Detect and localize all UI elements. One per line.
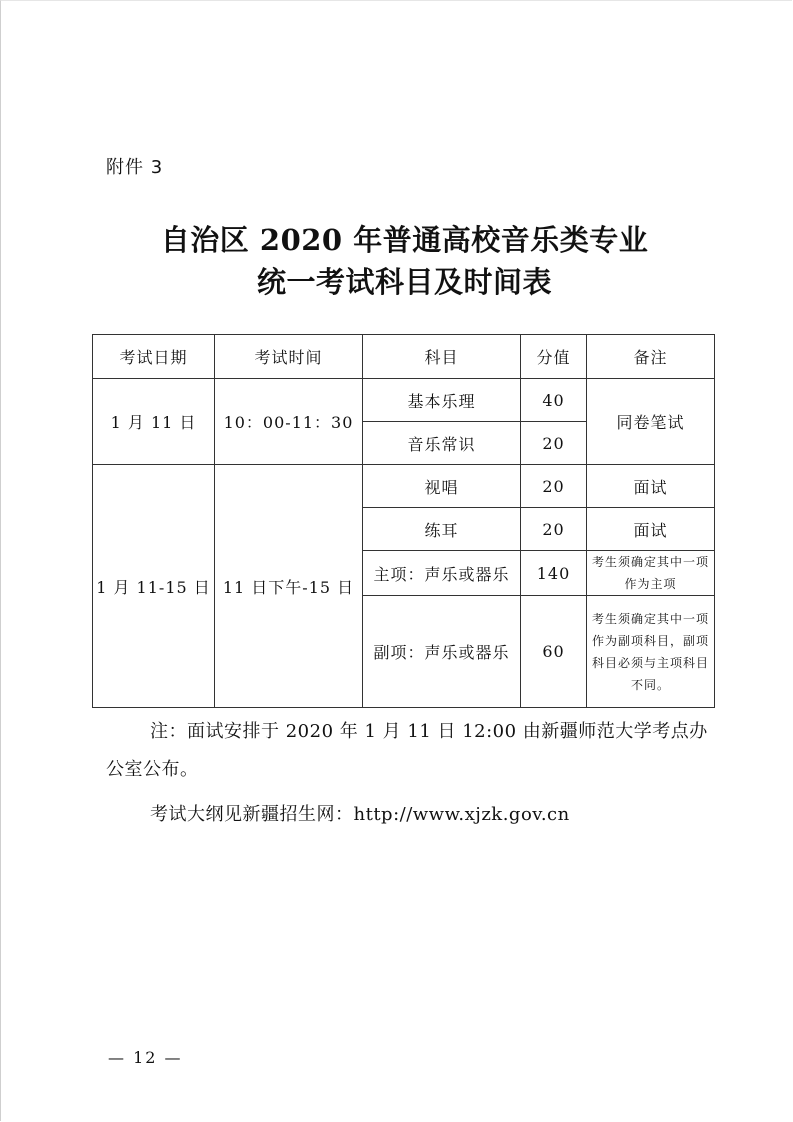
interview-note: 注：面试安排于 2020 年 1 月 11 日 12:00 由新疆师范大学考点办公室公布。 bbox=[106, 721, 708, 780]
subject-cell: 音乐常识 bbox=[363, 422, 521, 465]
subject-cell: 视唱 bbox=[363, 465, 521, 508]
subject-cell: 基本乐理 bbox=[363, 379, 521, 422]
remark-cell: 考生须确定其中一项作为主项 bbox=[587, 551, 715, 596]
remark-cell: 面试 bbox=[587, 465, 715, 508]
attachment-label: 附件 3 bbox=[106, 157, 164, 178]
table-header-row bbox=[93, 335, 715, 379]
syllabus-note: 考试大纲见新疆招生网：http://www.xjzk.gov.cn bbox=[150, 804, 570, 825]
subject-cell: 练耳 bbox=[363, 508, 521, 551]
document-title-line-2: 统一考试科目及时间表 bbox=[256, 265, 552, 299]
score-cell: 20 bbox=[521, 508, 587, 551]
document-title-line-1: 自治区 2020 年普通高校音乐类专业 bbox=[160, 223, 649, 257]
exam-schedule-table bbox=[92, 334, 715, 708]
score-cell: 20 bbox=[521, 422, 587, 465]
header-score: 分值 bbox=[521, 335, 587, 379]
table-row bbox=[93, 465, 715, 508]
score-cell: 40 bbox=[521, 379, 587, 422]
subject-cell: 副项：声乐或器乐 bbox=[363, 596, 521, 708]
table-row bbox=[93, 379, 715, 422]
score-cell: 140 bbox=[521, 551, 587, 596]
header-exam-time: 考试时间 bbox=[215, 335, 363, 379]
page-number: — 12 — bbox=[108, 1048, 183, 1067]
group1-remark: 同卷笔试 bbox=[587, 379, 715, 465]
remark-cell: 考生须确定其中一项作为副项科目，副项科目必须与主项科目不同。 bbox=[587, 596, 715, 708]
group2-time: 11 日下午-15 日 bbox=[215, 465, 363, 708]
header-exam-date: 考试日期 bbox=[93, 335, 215, 379]
group2-date: 1 月 11-15 日 bbox=[93, 465, 215, 708]
header-remark: 备注 bbox=[587, 335, 715, 379]
header-subject: 科目 bbox=[363, 335, 521, 379]
remark-cell: 面试 bbox=[587, 508, 715, 551]
group1-time: 10：00-11：30 bbox=[215, 379, 363, 465]
subject-cell: 主项：声乐或器乐 bbox=[363, 551, 521, 596]
group1-date: 1 月 11 日 bbox=[93, 379, 215, 465]
score-cell: 60 bbox=[521, 596, 587, 708]
score-cell: 20 bbox=[521, 465, 587, 508]
